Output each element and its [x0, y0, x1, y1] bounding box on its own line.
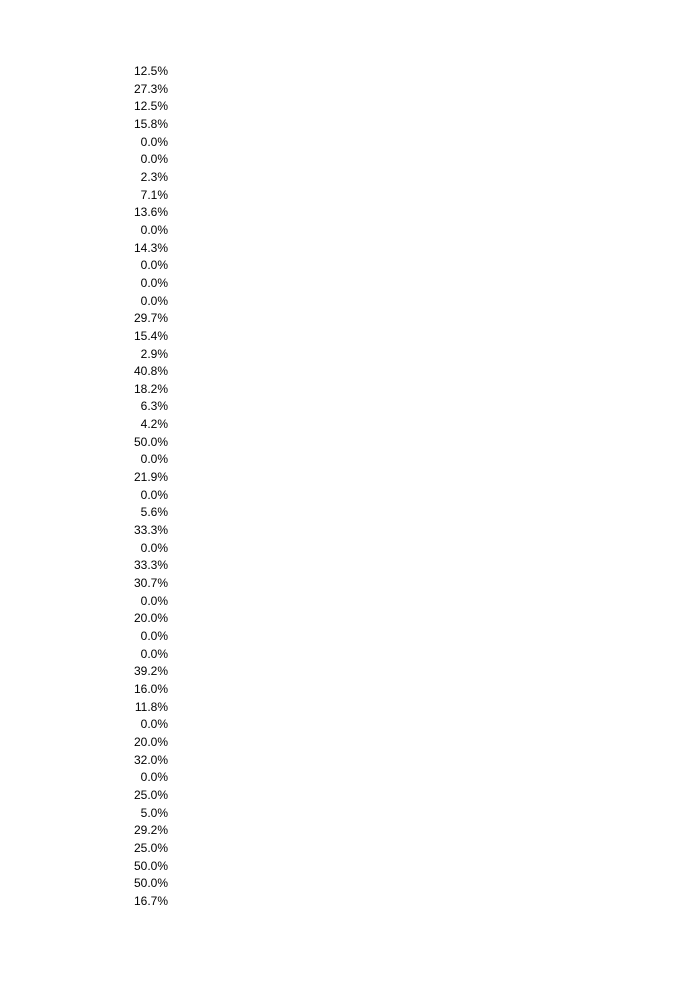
percentage-cell: 0.0%	[140, 293, 168, 308]
percentage-cell: 20.0%	[133, 734, 168, 749]
percentage-cell: 12.5%	[133, 99, 168, 114]
percentage-cell: 0.0%	[140, 770, 168, 785]
percentage-cell: 27.3%	[133, 81, 168, 96]
percentage-cell: 16.7%	[133, 893, 168, 908]
percentage-cell: 20.0%	[133, 611, 168, 626]
percentage-cell: 18.2%	[133, 381, 168, 396]
percentage-cell: 29.7%	[133, 311, 168, 326]
percentage-cell: 32.0%	[133, 752, 168, 767]
percentage-cell: 0.0%	[140, 134, 168, 149]
percentage-cell: 21.9%	[133, 470, 168, 485]
percentage-cell: 25.0%	[133, 787, 168, 802]
percentage-cell: 5.0%	[140, 805, 168, 820]
percentage-cell: 0.0%	[140, 222, 168, 237]
percentage-cell: 13.6%	[133, 205, 168, 220]
percentage-cell: 2.3%	[140, 169, 168, 184]
percentage-cell: 25.0%	[133, 840, 168, 855]
percentage-cell: 14.3%	[133, 240, 168, 255]
percentage-cell: 6.3%	[140, 399, 168, 414]
percentage-cell: 30.7%	[133, 576, 168, 591]
percentage-cell: 15.8%	[133, 116, 168, 131]
percentage-cell: 16.0%	[133, 681, 168, 696]
percentage-cell: 50.0%	[133, 434, 168, 449]
percentage-cell: 29.2%	[133, 823, 168, 838]
percentage-cell: 0.0%	[140, 593, 168, 608]
percentage-cell: 50.0%	[133, 858, 168, 873]
percentage-cell: 2.9%	[140, 346, 168, 361]
percentage-cell: 0.0%	[140, 258, 168, 273]
percentage-cell: 0.0%	[140, 452, 168, 467]
percentage-cell: 0.0%	[140, 646, 168, 661]
percentage-cell: 4.2%	[140, 417, 168, 432]
percentage-cell: 7.1%	[140, 187, 168, 202]
percentage-cell: 33.3%	[133, 523, 168, 538]
percentage-cell: 12.5%	[133, 64, 168, 78]
percentage-cell: 0.0%	[140, 487, 168, 502]
percentage-cell: 50.0%	[133, 876, 168, 891]
percentage-cell: 11.8%	[134, 699, 168, 714]
percentage-cell: 0.0%	[140, 629, 168, 643]
percentage-column	[110, 63, 168, 911]
percentage-cell: 39.2%	[133, 664, 168, 679]
percentage-cell: 0.0%	[140, 275, 168, 290]
percentage-cell: 0.0%	[140, 540, 168, 555]
percentage-cell: 0.0%	[140, 717, 168, 732]
percentage-cell: 0.0%	[140, 152, 168, 167]
percentage-cell: 40.8%	[133, 364, 168, 379]
percentage-cell: 15.4%	[133, 328, 168, 343]
percentage-cell: 33.3%	[133, 558, 168, 573]
percentage-cell: 5.6%	[140, 505, 168, 520]
